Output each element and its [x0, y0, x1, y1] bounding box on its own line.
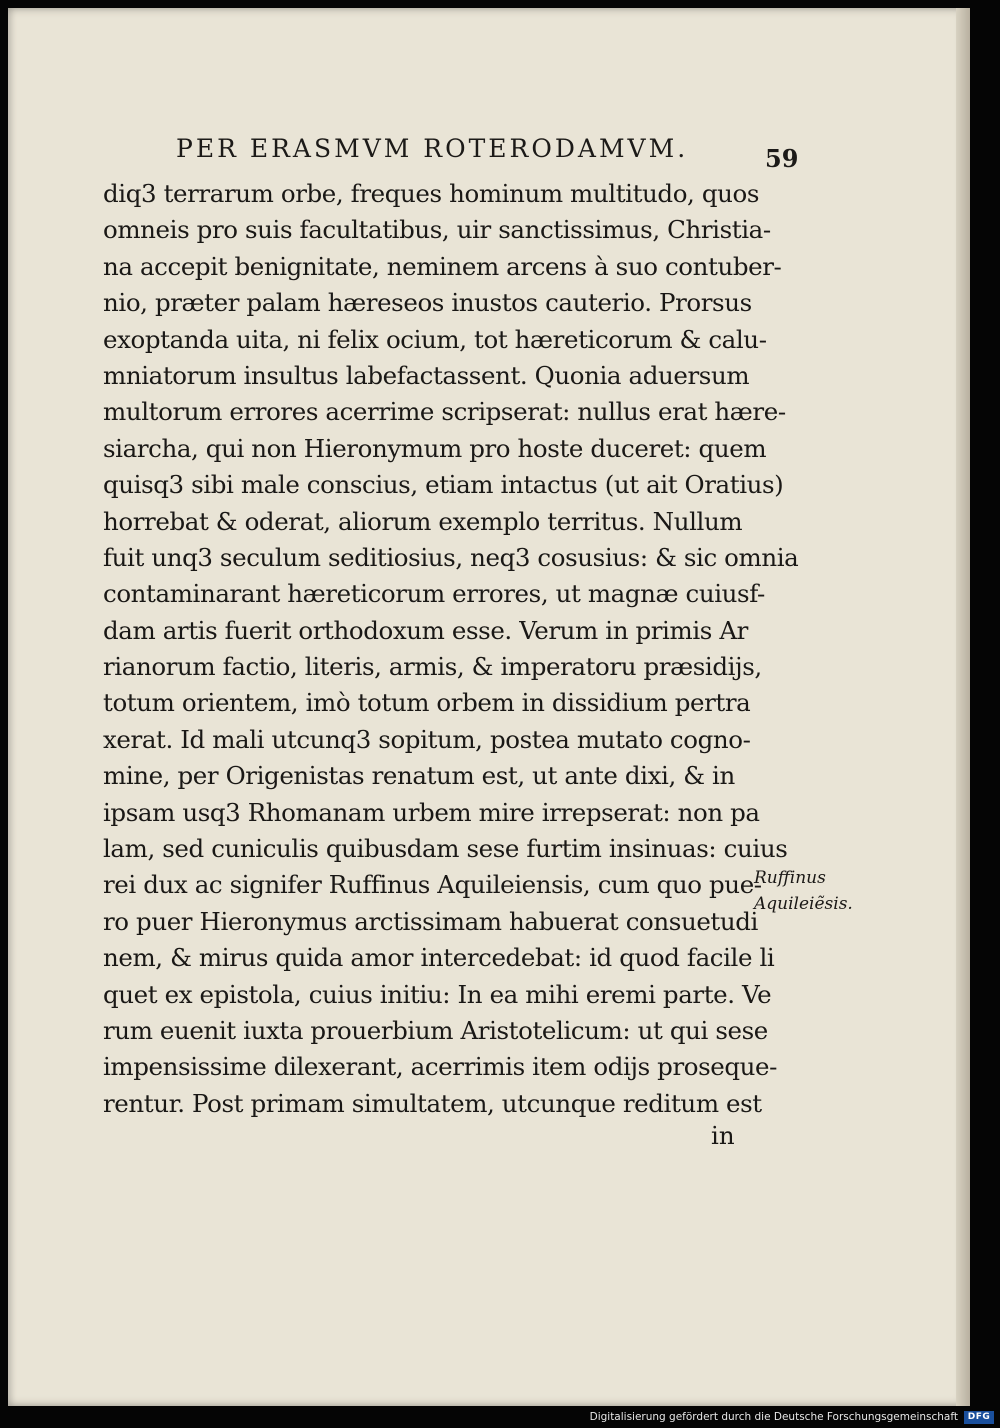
text-line: xerat. Id mali utcunq3 sopitum, postea mutato cogno-	[103, 724, 751, 754]
text-line: rei dux ac signifer Ruffinus Aquileiensis, cum quo pue-	[103, 870, 762, 900]
funding-credit: Digitalisierung gefördert durch die Deutsche Forschungsgemeinschaft	[589, 1411, 958, 1423]
text-line: fuit unq3 seculum seditiosius, neq3 cosusius: & sic omnia	[103, 542, 799, 572]
text-line: ro puer Hieronymus arctissimam habuerat consuetudi	[103, 906, 758, 936]
running-head: PER ERASMVM ROTERODAMVM.	[176, 134, 689, 163]
text-line: diq3 terrarum orbe, freques hominum multitudo, quos	[103, 179, 760, 208]
page-number: 59	[765, 144, 799, 173]
text-line: totum orientem, imò totum orbem in dissidium pertra	[103, 688, 751, 718]
dfg-logo-icon: DFG	[964, 1411, 994, 1424]
text-line: lam, sed cuniculis quibusdam sese furtim insinuas: cuius	[103, 834, 788, 864]
text-line: dam artis fuerit orthodoxum esse. Verum in primis Ar	[103, 615, 748, 645]
body-text	[103, 176, 799, 1122]
text-line: na accepit benignitate, neminem arcens à suo contuber-	[103, 251, 782, 281]
text-line: nem, & mirus quida amor intercedebat: id quod facile li	[103, 943, 775, 973]
marginal-note-line: Aquileiẽsis.	[754, 894, 853, 914]
text-line: exoptanda uita, ni felix ocium, tot hæreticorum & calu-	[103, 324, 767, 354]
text-line: mine, per Origenistas renatum est, ut ante dixi, & in	[103, 761, 735, 791]
text-line: omneis pro suis facultatibus, uir sanctissimus, Christia-	[103, 215, 771, 245]
text-line: mniatorum insultus labefactassent. Quonia aduersum	[103, 360, 750, 390]
text-line: ipsam usq3 Rhomanam urbem mire irrepserat: non pa	[103, 797, 760, 827]
text-line: nio, præter palam hæreseos inustos cauterio. Prorsus	[103, 288, 752, 318]
text-line: rentur. Post primam simultatem, utcunque reditum est	[103, 1088, 762, 1118]
text-line: quet ex epistola, cuius initiu: In ea mihi eremi parte. Ve	[103, 979, 772, 1009]
marginal-note-line: Ruffinus	[754, 868, 826, 888]
text-line: rum euenit iuxta prouerbium Aristotelicum: ut qui sese	[103, 1015, 768, 1045]
marginal-note	[754, 865, 853, 917]
text-line: quisq3 sibi male conscius, etiam intactus (ut ait Oratius)	[103, 470, 784, 500]
book-page	[8, 8, 970, 1406]
text-line: siarcha, qui non Hieronymum pro hoste duceret: quem	[103, 433, 767, 463]
text-line: rianorum factio, literis, armis, & imperatoru præsidijs,	[103, 652, 762, 682]
digitization-footer	[590, 1408, 994, 1426]
page-edge-shadow	[956, 8, 970, 1406]
text-line: horrebat & oderat, aliorum exemplo territus. Nullum	[103, 506, 743, 536]
text-line: impensissime dilexerant, acerrimis item odijs proseque-	[103, 1052, 778, 1082]
catchword: in	[711, 1121, 735, 1150]
text-line: multorum errores acerrime scripserat: nullus erat hære-	[103, 397, 786, 427]
text-line: contaminarant hæreticorum errores, ut magnæ cuiusf-	[103, 579, 765, 609]
